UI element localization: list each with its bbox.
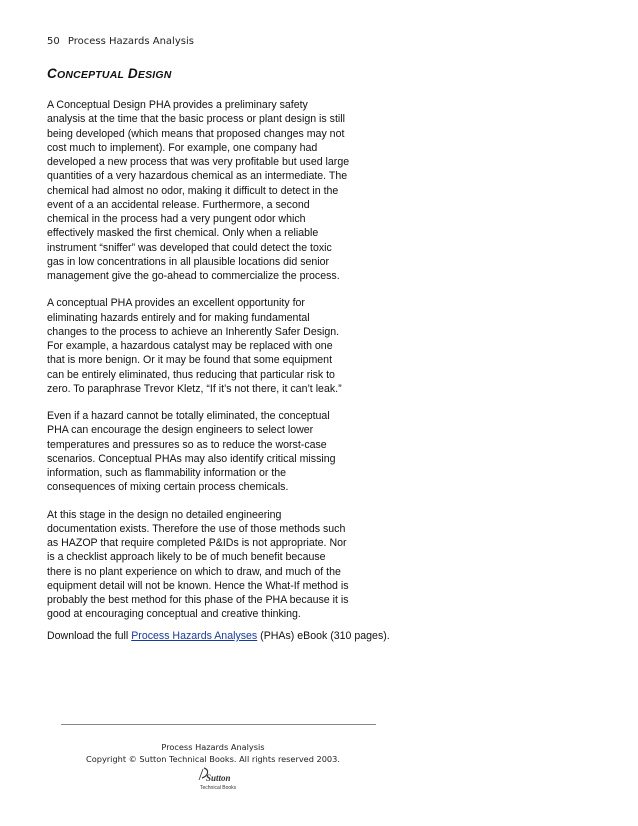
text-line: quantities of a very hazardous chemical as an intermediate. The <box>47 170 348 183</box>
body-text <box>47 98 387 635</box>
sutton-logo <box>190 766 236 792</box>
text-line: changes to the process to achieve an Inherently Safer Design. <box>47 325 340 338</box>
text-line: is a checklist approach likely to be of much benefit because <box>47 551 326 564</box>
text-line: scenarios. Conceptual PHAs may also identify critical missing <box>47 452 336 465</box>
text-line: can be entirely eliminated, thus reducing that particular risk to <box>47 368 335 381</box>
paragraph <box>47 296 387 396</box>
heading-word-1: ONCEPTUAL <box>56 69 125 81</box>
text-line: For example, a hazardous catalyst may be replaced with one <box>47 340 333 352</box>
heading-word-2: ESIGN <box>137 69 172 81</box>
text-line: being developed (which means that proposed changes may not <box>47 127 345 140</box>
download-line <box>47 630 390 642</box>
text-line: Even if a hazard cannot be totally eliminated, the conceptual <box>47 410 330 422</box>
text-line: A Conceptual Design PHA provides a preliminary safety <box>47 99 308 111</box>
download-prefix: Download the full <box>47 630 132 642</box>
text-line: instrument “sniffer” was developed that could detect the toxic <box>47 241 332 254</box>
paragraph <box>47 508 387 622</box>
running-header <box>47 36 194 47</box>
text-line: probably the best method for this phase of the PHA because it is <box>47 594 349 606</box>
page-number: 50 <box>47 36 60 47</box>
section-heading <box>47 66 172 81</box>
text-line: information, such as flammability information or the <box>47 467 287 479</box>
ebook-link[interactable]: Process Hazards Analyses <box>131 630 258 642</box>
text-line: that is more benign. Or it may be found that some equipment <box>47 354 333 367</box>
text-line: temperatures and pressures so as to reduce the worst-case <box>47 438 327 451</box>
text-line: as HAZOP that require completed P&IDs is not appropriate. Nor <box>47 537 347 549</box>
text-line: good at encouraging conceptual and creative thinking. <box>47 608 301 621</box>
logo-name: Sutton <box>206 773 231 783</box>
text-line: PHA can encourage the design engineers to select lower <box>47 424 314 437</box>
footer-copyright: Copyright © Sutton Technical Books. All rights reserved 2003. <box>86 754 340 764</box>
text-line: eliminating hazards entirely and for making fundamental <box>47 311 310 324</box>
heading-initial-1: C <box>47 66 57 81</box>
text-line: management give the go-ahead to commercialize the process. <box>47 270 340 282</box>
text-line: zero. To paraphrase Trevor Kletz, “If it’s not there, it can’t leak.” <box>47 382 342 395</box>
paragraph <box>47 409 387 495</box>
text-line: gas in low concentrations in all plausible locations did senior <box>47 255 330 268</box>
text-line: chemical had almost no odor, making it difficult to detect in the <box>47 184 339 197</box>
text-line: A conceptual PHA provides an excellent opportunity for <box>47 297 305 310</box>
text-line: equipment detail will not be known. Hence the What-If method is <box>47 579 349 592</box>
text-line: there is no plant experience on which to draw, and much of the <box>47 565 341 578</box>
text-line: consequences of mixing certain process chemicals. <box>47 481 289 494</box>
text-line: documentation exists. Therefore the use of those methods such <box>47 522 346 535</box>
text-line: developed a new process that was very profitable but used large <box>47 156 350 168</box>
download-suffix: (PHAs) eBook (310 pages). <box>257 630 390 642</box>
paragraph <box>47 98 387 283</box>
header-title: Process Hazards Analysis <box>67 36 194 47</box>
text-line: event of a an accidental release. Furthermore, a second <box>47 198 310 211</box>
text-line: analysis at the time that the basic process or plant design is still <box>47 113 345 126</box>
footer-divider <box>61 724 376 725</box>
text-line: effectively masked the first chemical. Only when a reliable <box>47 227 319 240</box>
text-line: cost much to implement). For example, one company had <box>47 141 318 154</box>
text-line: At this stage in the design no detailed engineering <box>47 508 282 521</box>
logo-subtitle: Technical Books <box>200 785 236 791</box>
footer-title: Process Hazards Analysis <box>161 742 265 752</box>
text-line: chemical in the process had a very pungent odor which <box>47 213 306 225</box>
heading-initial-2: D <box>127 66 138 81</box>
